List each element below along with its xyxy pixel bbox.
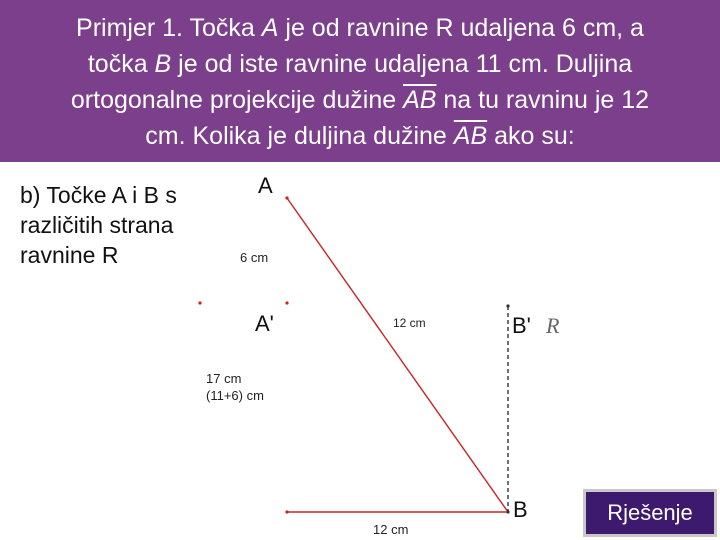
case-label-line: različitih strana <box>20 212 174 238</box>
label-b-prime: B' <box>512 313 531 338</box>
plane-marker-dot <box>198 301 201 304</box>
point-a-prime <box>285 301 288 304</box>
statement-text: cm. Kolika je duljina dužine <box>145 122 454 150</box>
statement-segment-ab: $\overline{AB}$ <box>403 86 437 114</box>
statement-segment-ab: $\overline{AB}$ <box>453 122 488 150</box>
case-label-line: b) Točke A i B s <box>20 182 177 208</box>
statement-point-a: A <box>261 14 279 42</box>
point-a <box>285 196 288 199</box>
statement-point-b: B <box>154 50 172 78</box>
statement-text: je od iste ravnine udaljena 11 cm. Duljina <box>171 50 633 78</box>
statement-text: ortogonalne projekcije dužine <box>70 86 404 114</box>
label-plane: R <box>546 313 560 338</box>
statement-text: ako su: <box>487 122 575 150</box>
statement-text: je od ravnine R udaljena 6 cm, a <box>278 14 644 42</box>
label-dist-12-bottom: 12 cm <box>373 522 409 537</box>
solution-button[interactable]: Rješenje <box>583 489 717 537</box>
point-b-prime <box>506 304 509 307</box>
label-dist-12-mid: 12 cm <box>393 316 426 330</box>
label-a: A <box>258 173 273 198</box>
statement-text: Primjer 1. Točka <box>76 14 262 42</box>
case-label-line: ravnine R <box>20 242 119 268</box>
label-a-prime: A' <box>255 311 274 336</box>
label-dist-6: 6 cm <box>240 250 269 265</box>
point-b <box>506 510 509 513</box>
statement-text: točka <box>87 50 155 78</box>
label-dist-17: 17 cm <box>206 371 242 386</box>
statement-text: na tu ravninu je 12 <box>436 86 650 114</box>
segment-ab <box>287 198 508 512</box>
label-dist-17-expl: (11+6) cm <box>206 388 264 403</box>
point-bottom-left <box>285 510 288 513</box>
label-b: B <box>513 497 528 522</box>
